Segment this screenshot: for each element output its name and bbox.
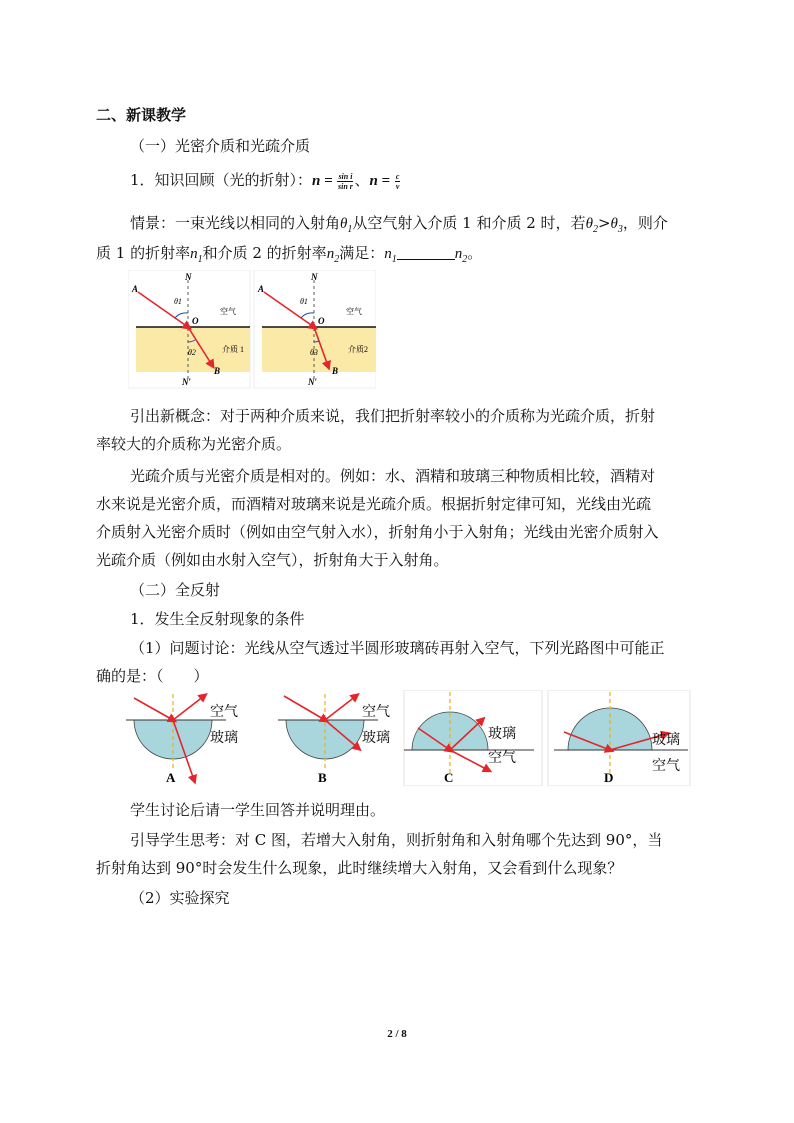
section-title: 二、新课教学 xyxy=(96,106,187,124)
formula-separator: 、 xyxy=(354,171,370,189)
point-o-label: O xyxy=(318,316,325,326)
option-c-diagram xyxy=(404,690,542,786)
relative-line-2: 水来说是光密介质，而酒精对玻璃来说是光疏介质。根据折射定律可知，光线由光疏 xyxy=(96,495,652,513)
option-b-diagram xyxy=(278,694,390,785)
review-prefix: 1．知识回顾（光的折射）： xyxy=(130,171,313,189)
formula-n-2: n = xyxy=(369,173,394,189)
option-c-label: C xyxy=(444,770,454,785)
n-1-answer-sub: 1 xyxy=(391,254,397,265)
semicircle-figure xyxy=(126,690,692,786)
scenario-text: 情景：一束光线以相同的入射角 xyxy=(130,214,341,232)
scenario-text: 质 1 的折射率 xyxy=(96,244,191,262)
n-2: n xyxy=(326,246,335,262)
subsection-title-2: （二）全反射 xyxy=(130,581,221,599)
scenario-line-1 xyxy=(130,213,668,240)
air-label: 空气 xyxy=(346,307,362,316)
experiment-title: （2）实验探究 xyxy=(130,889,230,907)
theta-1-sub: 1 xyxy=(347,224,353,235)
greater-than: > xyxy=(597,214,611,232)
question-line-1: （1）问题讨论：光线从空气透过半圆形玻璃砖再射入空气，下列光路图中可能正 xyxy=(130,639,665,657)
fraction-numerator-c: c xyxy=(395,171,400,181)
glass-label: 玻璃 xyxy=(652,733,680,748)
question-line-2: 确的是：（ ） xyxy=(96,667,209,685)
point-a-label: A xyxy=(258,284,265,294)
theta-r-label: θ2 xyxy=(188,348,196,357)
air-label: 空气 xyxy=(220,307,236,316)
relative-line-1: 光疏介质与光密介质是相对的。例如：水、酒精和玻璃三种物质相比较，酒精对 xyxy=(130,467,656,485)
option-b-label: B xyxy=(318,770,327,785)
n-2-answer-sub: 2 xyxy=(462,254,468,265)
glass-label: 玻璃 xyxy=(362,731,390,746)
scenario-line-2 xyxy=(96,243,482,270)
fraction-numerator: sin i xyxy=(338,171,353,181)
point-n-label: N xyxy=(185,272,192,282)
fraction-denominator-v: v xyxy=(395,181,400,191)
refraction-panel-left xyxy=(128,270,250,388)
page-number: 2 / 8 xyxy=(387,1028,407,1040)
refraction-panel-right xyxy=(254,270,376,388)
point-b-label: B xyxy=(214,366,221,376)
formula-n: n = xyxy=(312,173,337,189)
relative-line-3: 介质射入光密介质时（例如由空气射入水），折射角小于入射角；光线由光密介质射入 xyxy=(96,523,659,541)
n-1-sub: 1 xyxy=(197,254,203,265)
option-d-diagram xyxy=(548,690,690,786)
air-label: 空气 xyxy=(210,705,238,720)
point-n-label: N xyxy=(311,272,318,282)
point-n-prime-label: N′ xyxy=(182,377,192,387)
option-a-label: A xyxy=(166,770,176,785)
refraction-figure xyxy=(128,270,376,390)
scenario-text: 和介质 2 的折射率 xyxy=(202,244,327,262)
theta-3: θ xyxy=(610,216,618,232)
discussion-line: 学生讨论后请一学生回答并说明理由。 xyxy=(130,801,386,819)
theta-2: θ xyxy=(585,216,593,232)
n-1: n xyxy=(190,246,198,262)
medium-label: 介质 1 xyxy=(222,345,244,354)
theta-2-sub: 2 xyxy=(592,224,598,235)
theta-1: θ xyxy=(340,216,348,232)
relative-line-4: 光疏介质（例如由水射入空气），折射角大于入射角。 xyxy=(96,551,449,569)
theta-3-sub: 3 xyxy=(617,224,623,235)
glass-label: 玻璃 xyxy=(488,727,516,742)
n-2-answer: n xyxy=(454,246,463,262)
answer-blank[interactable] xyxy=(397,245,455,260)
condition-title: 1．发生全反射现象的条件 xyxy=(130,610,305,628)
guide-line-1: 引导学生思考：对 C 图，若增大入射角，则折射角和入射角哪个先达到 90°，当 xyxy=(130,831,663,849)
scenario-text: 满足： xyxy=(339,244,385,262)
air-label: 空气 xyxy=(488,751,516,766)
air-label: 空气 xyxy=(362,705,390,720)
point-a-label: A xyxy=(132,284,139,294)
scenario-text: 从空气射入介质 1 和介质 2 时，若 xyxy=(352,214,586,232)
snell-fraction xyxy=(337,172,353,191)
period: 。 xyxy=(467,244,483,262)
option-d-label: D xyxy=(604,770,614,785)
review-line xyxy=(130,170,401,191)
glass-label: 玻璃 xyxy=(210,731,238,746)
n-2-sub: 2 xyxy=(334,254,340,265)
theta-r-label: θ3 xyxy=(310,348,318,357)
theta-label: θ1 xyxy=(174,297,182,306)
scenario-text: ，则介 xyxy=(622,214,668,232)
point-b-label: B xyxy=(332,366,339,376)
fraction-denominator: sin r xyxy=(337,181,353,191)
air-label: 空气 xyxy=(652,759,680,774)
speed-fraction xyxy=(395,172,401,191)
concept-line-2: 率较大的介质称为光密介质。 xyxy=(96,435,292,453)
point-n-prime-label: N′ xyxy=(308,377,318,387)
concept-line-1: 引出新概念：对于两种介质来说，我们把折射率较小的介质称为光疏介质，折射 xyxy=(130,407,656,425)
medium-label: 介质2 xyxy=(348,345,368,354)
option-a-diagram xyxy=(126,694,238,785)
subsection-title: （一）光密介质和光疏介质 xyxy=(130,137,311,155)
theta-label: θ1 xyxy=(300,297,308,306)
guide-line-2: 折射角达到 90°时会发生什么现象，此时继续增大入射角，又会看到什么现象？ xyxy=(96,859,623,877)
point-o-label: O xyxy=(192,316,199,326)
n-1-answer: n xyxy=(384,246,392,262)
